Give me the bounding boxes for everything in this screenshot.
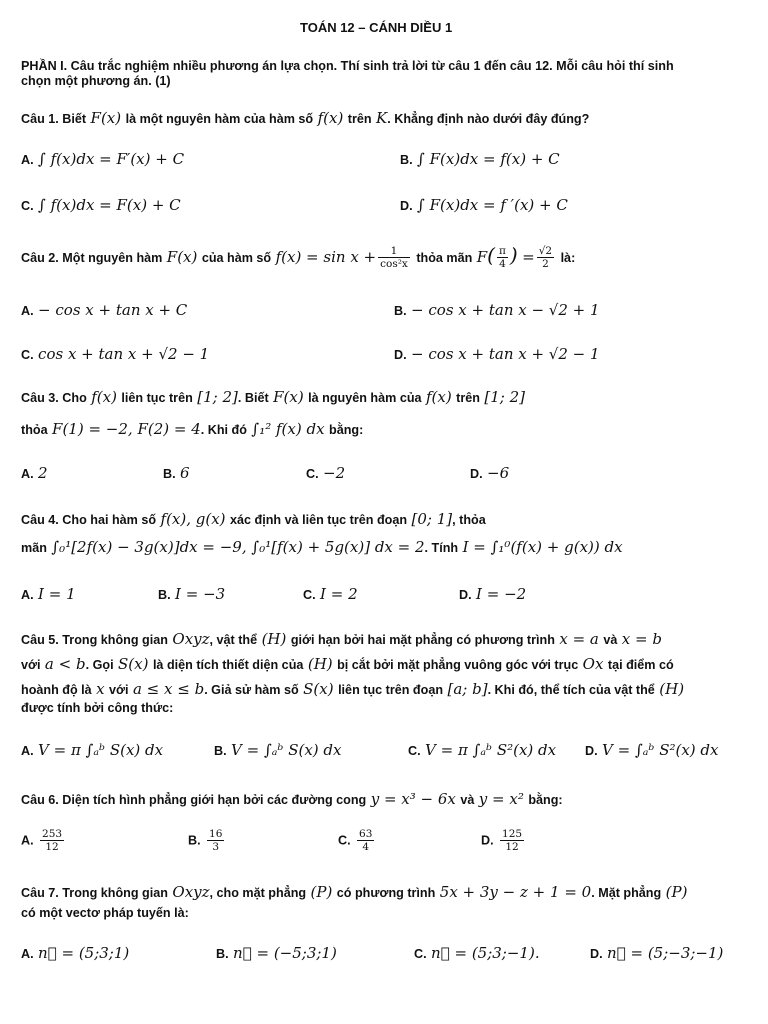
option-label: D. xyxy=(394,348,407,362)
q5-text-d: và xyxy=(603,633,618,647)
q3-option-d[interactable] xyxy=(470,464,509,483)
q2-fraction-2 xyxy=(497,245,508,270)
option-label: D. xyxy=(459,588,472,602)
q5-math-oxyz: Oxyz xyxy=(172,630,210,648)
option-label: C. xyxy=(338,833,351,848)
option-label: A. xyxy=(21,744,34,758)
q1-option-d[interactable] xyxy=(400,196,568,215)
q4-option-b[interactable] xyxy=(158,585,225,604)
q5-math-sx: S(x) xyxy=(118,655,149,673)
q3-math-fx2: f(x) xyxy=(425,388,452,406)
q2-fraction-1 xyxy=(378,245,410,270)
q4-text-a: Câu 4. Cho hai hàm số xyxy=(21,513,157,527)
q1-math-Fx: F(x) xyxy=(90,109,122,127)
q4-math-condition: ∫₀¹[2f(x) − 3g(x)]dx = −9, ∫₀¹[f(x) + 5g(x)] dx = 2 xyxy=(51,538,425,556)
q7-math-p2: (P) xyxy=(665,883,688,901)
option-label: D. xyxy=(481,833,494,848)
q4-option-d[interactable] xyxy=(459,585,526,604)
option-fraction xyxy=(500,828,524,853)
option-expression: − cos x + tan x − √2 + 1 xyxy=(411,301,600,319)
q6-math-curve2: y = x² xyxy=(478,790,524,808)
q4-math-interval: [0; 1] xyxy=(411,510,453,528)
q6-option-c[interactable] xyxy=(338,828,376,853)
q2-text-b: của hàm số xyxy=(201,251,272,265)
fraction-numerator: 1 xyxy=(378,245,410,258)
q5-math-xb: x = b xyxy=(621,630,662,648)
option-expression: 2 xyxy=(38,464,48,482)
option-expression: −6 xyxy=(487,464,510,482)
fraction-numerator: 253 xyxy=(42,828,63,840)
q5-text-a: Câu 5. Trong không gian xyxy=(21,633,168,647)
fraction-numerator: 16 xyxy=(209,828,223,840)
q2-option-c[interactable] xyxy=(21,345,209,364)
option-label: A. xyxy=(21,467,34,481)
option-label: B. xyxy=(188,833,201,848)
option-label: C. xyxy=(414,947,427,961)
q3-text-d: là nguyên hàm của xyxy=(308,391,422,405)
option-expression: n⃗ = (5;−3;−1) xyxy=(607,944,724,962)
option-label: B. xyxy=(158,588,171,602)
option-expression: I = 1 xyxy=(38,585,76,603)
q5-math-x: x xyxy=(96,680,105,698)
q1-text-c: trên xyxy=(347,112,372,126)
q3-text-b: liên tục trên xyxy=(121,391,193,405)
q1-option-c[interactable] xyxy=(21,196,181,215)
q2-math-F: F xyxy=(476,248,488,266)
q2-option-d[interactable] xyxy=(394,345,600,364)
q7-option-d[interactable] xyxy=(590,944,723,963)
option-label: C. xyxy=(306,467,319,481)
q1-text-d: . Khẳng định nào dưới đây đúng? xyxy=(387,112,590,126)
option-label: B. xyxy=(216,947,229,961)
q3-text-e: trên xyxy=(456,391,480,405)
fraction-numerator: 63 xyxy=(359,828,373,840)
q4-text-b: xác định và liên tục trên đoạn xyxy=(230,513,408,527)
q5-math-h: (H) xyxy=(261,630,287,648)
fraction-denominator: 4 xyxy=(499,258,506,271)
fraction-denominator: 4 xyxy=(362,841,370,853)
q5-text-e: với xyxy=(21,658,41,672)
q5-text-b: , vật thể xyxy=(209,633,258,647)
page-title: TOÁN 12 – CÁNH DIỀU 1 xyxy=(300,20,453,35)
q3-math-Fx: F(x) xyxy=(273,388,304,406)
fraction-denominator: cos²x xyxy=(380,258,408,271)
q7-option-b[interactable] xyxy=(216,944,337,963)
option-label: B. xyxy=(163,467,176,481)
q5-math-segment: [a; b] xyxy=(447,680,488,698)
fraction-numerator: √2 xyxy=(538,245,553,258)
q3-option-b[interactable] xyxy=(163,464,190,483)
q3-math-condition: F(1) = −2, F(2) = 4 xyxy=(52,420,201,438)
q5-math-range: a ≤ x ≤ b xyxy=(132,680,205,698)
option-expression: cos x + tan x + √2 − 1 xyxy=(38,345,210,363)
option-expression: ∫ f(x)dx = F(x) + C xyxy=(38,196,181,214)
fraction-denominator: 12 xyxy=(505,841,519,853)
option-label: A. xyxy=(21,947,34,961)
q2-option-b[interactable] xyxy=(394,301,600,320)
q7-option-a[interactable] xyxy=(21,944,129,963)
q3-math-integral: ∫₁² f(x) dx xyxy=(251,420,325,438)
option-label: B. xyxy=(400,153,413,167)
q4-math-target: I = ∫₁⁰(f(x) + g(x)) dx xyxy=(462,538,623,556)
part-header-line1: PHẦN I. Câu trắc nghiệm nhiều phương án lựa chọn. Thí sinh trả lời từ câu 1 đến câu 12. Mỗi câu hỏi thí sinh xyxy=(21,59,674,73)
question-6 xyxy=(21,790,563,809)
option-label: D. xyxy=(400,199,413,213)
q3-text-c: . Biết xyxy=(237,391,269,405)
q7-option-c[interactable] xyxy=(414,944,540,963)
q2-math-Fx: F(x) xyxy=(166,248,198,266)
q4-text-e: . Tính xyxy=(424,541,459,555)
q2-equals: = xyxy=(522,248,535,266)
q5-math-ox: Ox xyxy=(582,655,604,673)
q5-math-h2: (H) xyxy=(307,655,333,673)
option-label: D. xyxy=(585,744,598,758)
q6-text-b: và xyxy=(460,793,475,807)
q5-text-j: hoành độ là xyxy=(21,683,92,697)
option-expression: − cos x + tan x + √2 − 1 xyxy=(411,345,600,363)
q6-text-a: Câu 6. Diện tích hình phẳng giới hạn bởi các đường cong xyxy=(21,793,367,807)
option-label: C. xyxy=(408,744,421,758)
q1-option-a[interactable] xyxy=(21,150,184,169)
q3-math-fx: f(x) xyxy=(91,388,117,406)
option-expression: ∫ f(x)dx = F′(x) + C xyxy=(38,150,185,168)
option-expression: − cos x + tan x + C xyxy=(38,301,188,319)
q3-text-f: thỏa xyxy=(21,423,48,437)
q5-text-h: bị cắt bởi mặt phẳng vuông góc với trục xyxy=(337,658,579,672)
q5-option-c[interactable] xyxy=(408,741,556,760)
q7-text-a: Câu 7. Trong không gian xyxy=(21,886,168,900)
option-expression: V = ∫ₐᵇ S(x) dx xyxy=(231,741,342,759)
q5-math-xa: x = a xyxy=(559,630,599,648)
q7-math-equation: 5x + 3y − z + 1 = 0 xyxy=(439,883,592,901)
option-label: C. xyxy=(303,588,316,602)
q5-text-m: liên tục trên đoạn xyxy=(338,683,444,697)
option-fraction xyxy=(207,828,224,853)
option-expression: I = −2 xyxy=(476,585,527,603)
option-expression: I = 2 xyxy=(320,585,358,603)
q3-math-interval2: [1; 2] xyxy=(484,388,526,406)
q2-option-a[interactable] xyxy=(21,301,187,320)
q5-text-k: với xyxy=(109,683,129,697)
option-label: A. xyxy=(21,833,34,848)
q1-option-b[interactable] xyxy=(400,150,560,169)
q7-math-p: (P) xyxy=(310,883,333,901)
q4-option-a[interactable] xyxy=(21,585,76,604)
question-5-line1 xyxy=(21,630,662,649)
q6-option-b[interactable] xyxy=(188,828,226,853)
question-5-line2 xyxy=(21,655,674,674)
q3-text-a: Câu 3. Cho xyxy=(21,391,87,405)
q5-math-sx2: S(x) xyxy=(303,680,334,698)
q4-text-c: , thỏa xyxy=(452,513,486,527)
q1-text-b: là một nguyên hàm của hàm số xyxy=(125,112,314,126)
option-expression: n⃗ = (5;3;−1). xyxy=(431,944,540,962)
q2-paren-close: ) xyxy=(509,243,518,267)
q3-text-g: . Khi đó xyxy=(200,423,247,437)
q5-text-g: là diện tích thiết diện của xyxy=(152,658,304,672)
question-7-line1 xyxy=(21,883,687,902)
q7-math-oxyz: Oxyz xyxy=(172,883,210,901)
q3-math-interval: [1; 2] xyxy=(197,388,238,406)
option-expression: V = π ∫ₐᵇ S(x) dx xyxy=(38,741,164,759)
q1-text-a: Câu 1. Biết xyxy=(21,112,87,126)
q4-option-c[interactable] xyxy=(303,585,358,604)
q5-math-h3: (H) xyxy=(659,680,685,698)
option-expression: ∫ F(x)dx = f(x) + C xyxy=(417,150,560,168)
q2-math-fx: f(x) = sin x + xyxy=(275,248,377,266)
fraction-denominator: 12 xyxy=(45,841,59,853)
q5-text-f: . Gọi xyxy=(85,658,114,672)
question-4-line2 xyxy=(21,538,623,557)
q5-text-n: . Khi đó, thể tích của vật thể xyxy=(487,683,655,697)
fraction-denominator: 3 xyxy=(212,841,220,853)
q2-text-a: Câu 2. Một nguyên hàm xyxy=(21,251,163,265)
question-1 xyxy=(21,109,589,128)
option-expression: n⃗ = (5;3;1) xyxy=(38,944,130,962)
option-label: A. xyxy=(21,588,34,602)
q6-math-curve1: y = x³ − 6x xyxy=(370,790,456,808)
q4-text-d: mãn xyxy=(21,541,47,555)
fraction-numerator: 125 xyxy=(502,828,523,840)
option-fraction xyxy=(357,828,374,853)
q5-text-l: . Giả sử hàm số xyxy=(204,683,299,697)
q2-fraction-3 xyxy=(537,245,554,270)
question-4-line1 xyxy=(21,510,486,529)
q5-option-a[interactable] xyxy=(21,741,163,760)
option-label: A. xyxy=(21,153,34,167)
option-expression: I = −3 xyxy=(175,585,226,603)
q2-paren-open: ( xyxy=(487,243,495,267)
option-label: C. xyxy=(21,348,34,362)
option-expression: V = π ∫ₐᵇ S²(x) dx xyxy=(425,741,557,759)
q3-text-h: bằng: xyxy=(329,423,364,437)
q7-text-e: có một vectơ pháp tuyến là: xyxy=(21,906,189,920)
question-3-line2 xyxy=(21,420,363,439)
q7-text-d: . Mặt phẳng xyxy=(591,886,662,900)
option-expression: 6 xyxy=(180,464,190,482)
q1-math-fx: f(x) xyxy=(317,109,344,127)
option-label: C. xyxy=(21,199,34,213)
q2-text-d: là: xyxy=(560,251,576,265)
q5-math-ab: a < b xyxy=(44,655,86,673)
option-fraction xyxy=(40,828,64,853)
option-label: A. xyxy=(21,304,34,318)
q3-option-c[interactable] xyxy=(306,464,345,483)
fraction-numerator: π xyxy=(498,245,506,258)
question-3-line1 xyxy=(21,388,525,407)
q5-text-c: giới hạn bởi hai mặt phẳng có phương trình xyxy=(290,633,555,647)
q5-text-i: tại điểm có xyxy=(607,658,674,672)
option-label: D. xyxy=(590,947,603,961)
option-expression: ∫ F(x)dx = f ′(x) + C xyxy=(417,196,568,214)
option-label: B. xyxy=(394,304,407,318)
question-2 xyxy=(21,243,575,270)
option-expression: V = ∫ₐᵇ S²(x) dx xyxy=(602,741,719,759)
q7-text-c: có phương trình xyxy=(336,886,436,900)
q1-math-K: K xyxy=(376,109,388,127)
part-header-line2: chọn một phương án. (1) xyxy=(21,74,171,88)
q3-option-a[interactable] xyxy=(21,464,48,483)
option-label: D. xyxy=(470,467,483,481)
q6-option-a[interactable] xyxy=(21,828,66,853)
q4-math-functions: f(x), g(x) xyxy=(160,510,226,528)
q2-text-c: thỏa mãn xyxy=(416,251,473,265)
q5-text-o: được tính bởi công thức: xyxy=(21,701,174,715)
question-5-line3 xyxy=(21,680,684,699)
option-expression: n⃗ = (−5;3;1) xyxy=(233,944,337,962)
q5-option-d[interactable] xyxy=(585,741,718,760)
option-label: B. xyxy=(214,744,227,758)
fraction-denominator: 2 xyxy=(542,258,549,271)
q6-text-c: bằng: xyxy=(528,793,563,807)
q6-option-d[interactable] xyxy=(481,828,526,853)
q7-text-b: , cho mặt phẳng xyxy=(209,886,307,900)
option-expression: −2 xyxy=(323,464,346,482)
q5-option-b[interactable] xyxy=(214,741,341,760)
